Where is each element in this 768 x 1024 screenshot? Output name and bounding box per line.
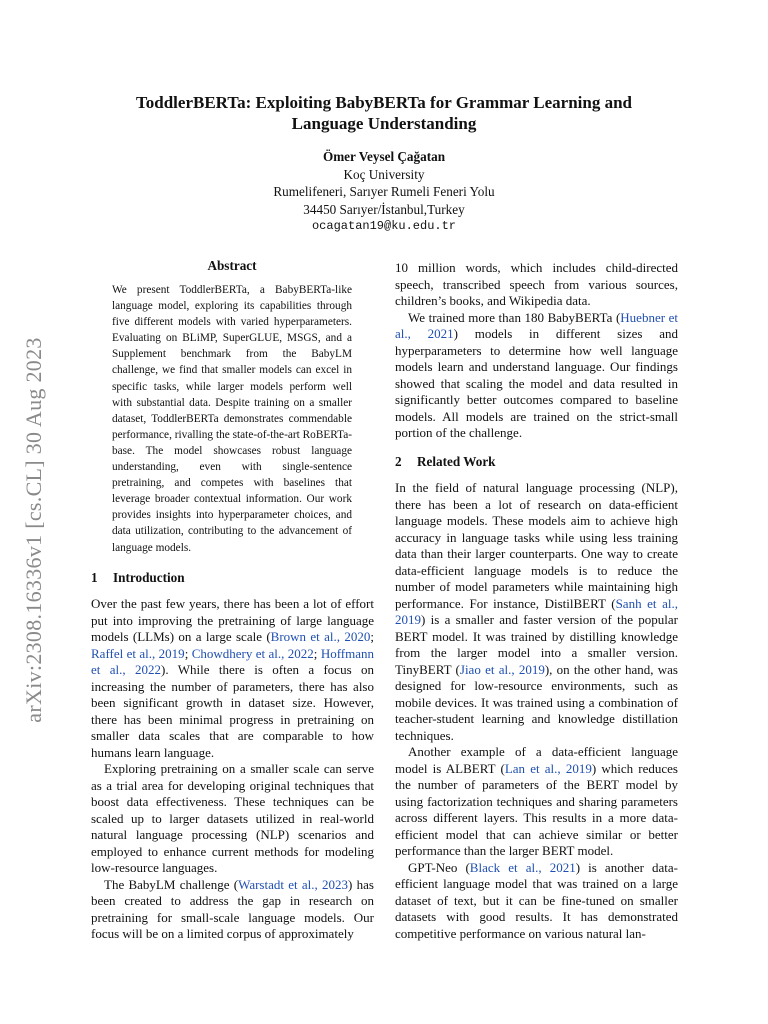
paragraph: Another example of a data-efficient language model is ALBERT (Lan et al., 2019) which reduces the number of parameters of the BERT model by using factorization techniques and sharing parameters across different layers. This results in a more data-efficient model that can achieve similar or better performance than the larger BERT model. [395, 744, 678, 858]
paragraph: Over the past few years, there has been a lot of effort put into improving the pretraining of large language models (LLMs) on a large scale (Brown et al., 2020; Raffel et al., 2019; Chowdhery et al., 2022; Hoffmann et al., 2022). While there is often a focus on increasing the number of parameters, there has also been significant growth in dataset size. However, there has been minimal progress in pretraining on smaller data scales that are comparable to how humans learn language. [91, 596, 375, 760]
citation-link[interactable]: Raffel et al., 2019 [91, 645, 185, 661]
paragraph: We trained more than 180 BabyBERTa (Huebner et al., 2021) models in different sizes and hyperparameters to determine how well language models learn and understand language. Our findings showed that scaling the model and data resulted in significantly better outcomes compared to baseline models. All models are trained on the strict-small portion of the challenge. [395, 309, 679, 440]
citation-link[interactable]: Jiao et al., 2019 [459, 661, 545, 677]
citation-link[interactable]: Chowdhery et al., 2022 [191, 645, 314, 661]
paragraph: The BabyLM challenge (Warstadt et al., 2023) has been created to address the gap in research on pretraining for small-scale language models. Our focus will be on a limited corpus of approximately [91, 876, 374, 941]
section-heading-introduction [91, 570, 374, 586]
abstract-heading: Abstract [207, 258, 257, 273]
arxiv-sidebar [12, 312, 56, 748]
section-title: Introduction [113, 570, 185, 585]
citation-link[interactable]: Huebner et al., 2021 [395, 309, 679, 341]
section-number: 1 [91, 570, 98, 585]
introduction-text [91, 596, 374, 943]
right-column-text [395, 260, 678, 442]
abstract-body: We present ToddlerBERTa, a BabyBERTa-like language model, exploring its capabilities through five different models with varied hyperparameters. Evaluating on BLiMP, SuperGLUE, MSGS, and a Supplement benchmark from the BabyLM challenge, we find that smaller models can excel in specific tasks, while larger models perform well with substantial data. Despite training on a smaller dataset, ToddlerBERTa demonstrates commendable performance, rivalling the state-of-the-art RoBERTa-base. The model showcases robust language understanding, even with single-sentence pretraining, and competes with baselines that leverage broader contextual information. Our work provides insights into hyperparameter choices, and data utilization, contributing to the advancement of language models. [112, 284, 352, 554]
title-line-2: Language Understanding [291, 114, 477, 133]
paragraph: 10 million words, which includes child-directed speech, transcribed speech from various sources, children’s books, and Wikipedia data. [395, 260, 678, 308]
title-line-1: ToddlerBERTa: Exploiting BabyBERTa for Grammar Learning and [135, 93, 632, 112]
paragraph: Exploring pretraining on a smaller scale can serve as a trial area for developing original techniques that boost data effectiveness. These techniques can be scaled up to larger datasets utilized in real-world natural language processing (NLP) scenarios and employed to enhance current methods for modeling low-resource languages. [91, 761, 374, 875]
author-name: Ömer Veysel Çağatan [322, 149, 446, 164]
paragraph: In the field of natural language processing (NLP), there has been a lot of research on data-efficient language models. These models aim to achieve high accuracy in language tasks while using less training data than their larger counterparts. One way to create data-efficient language models is to reduce the number of model parameters while maintaining high performance. For instance, DistilBERT (Sanh et al., 2019) is a smaller and faster version of the popular BERT model. It was trained by distilling knowledge from the larger model into a smaller version. TinyBERT (Jiao et al., 2019), on the other hand, was designed for low-resource environments, such as mobile devices. It was trained using a combination of teacher-student learning and knowledge distillation techniques. [395, 480, 678, 743]
related-work-text [395, 480, 678, 942]
section-number: 2 [395, 454, 402, 469]
author-email[interactable]: ocagatan19@ku.edu.tr [311, 219, 457, 233]
author-address-line-2: 34450 Sarıyer/İstanbul,Turkey [303, 201, 465, 217]
citation-link[interactable]: Black et al., 2021 [469, 859, 576, 875]
author-affiliation: Koç University [343, 166, 425, 182]
citation-link[interactable]: Hoffmann et al., 2022 [91, 645, 375, 677]
citation-link[interactable]: Brown et al., 2020 [270, 629, 371, 644]
citation-link[interactable]: Lan et al., 2019 [504, 760, 592, 776]
section-heading-related-work [395, 454, 678, 470]
paragraph: GPT-Neo (Black et al., 2021) is another data-efficient language model that was trained on a large dataset of text, but it can be fine-tuned on smaller datasets with good results. It has demonstrated competitive performance on various natural lan- [395, 859, 679, 941]
citation-link[interactable]: Warstadt et al., 2023 [238, 876, 349, 892]
author-address-line-1: Rumelifeneri, Sarıyer Rumeli Feneri Yolu [273, 184, 495, 199]
citation-link[interactable]: Sanh et al., 2019 [395, 595, 678, 627]
author-block [90, 148, 678, 236]
arxiv-identifier: arXiv:2308.16336v1 [cs.CL] 30 Aug 2023 [21, 337, 46, 723]
section-title: Related Work [417, 454, 496, 469]
paper-title [90, 92, 678, 134]
